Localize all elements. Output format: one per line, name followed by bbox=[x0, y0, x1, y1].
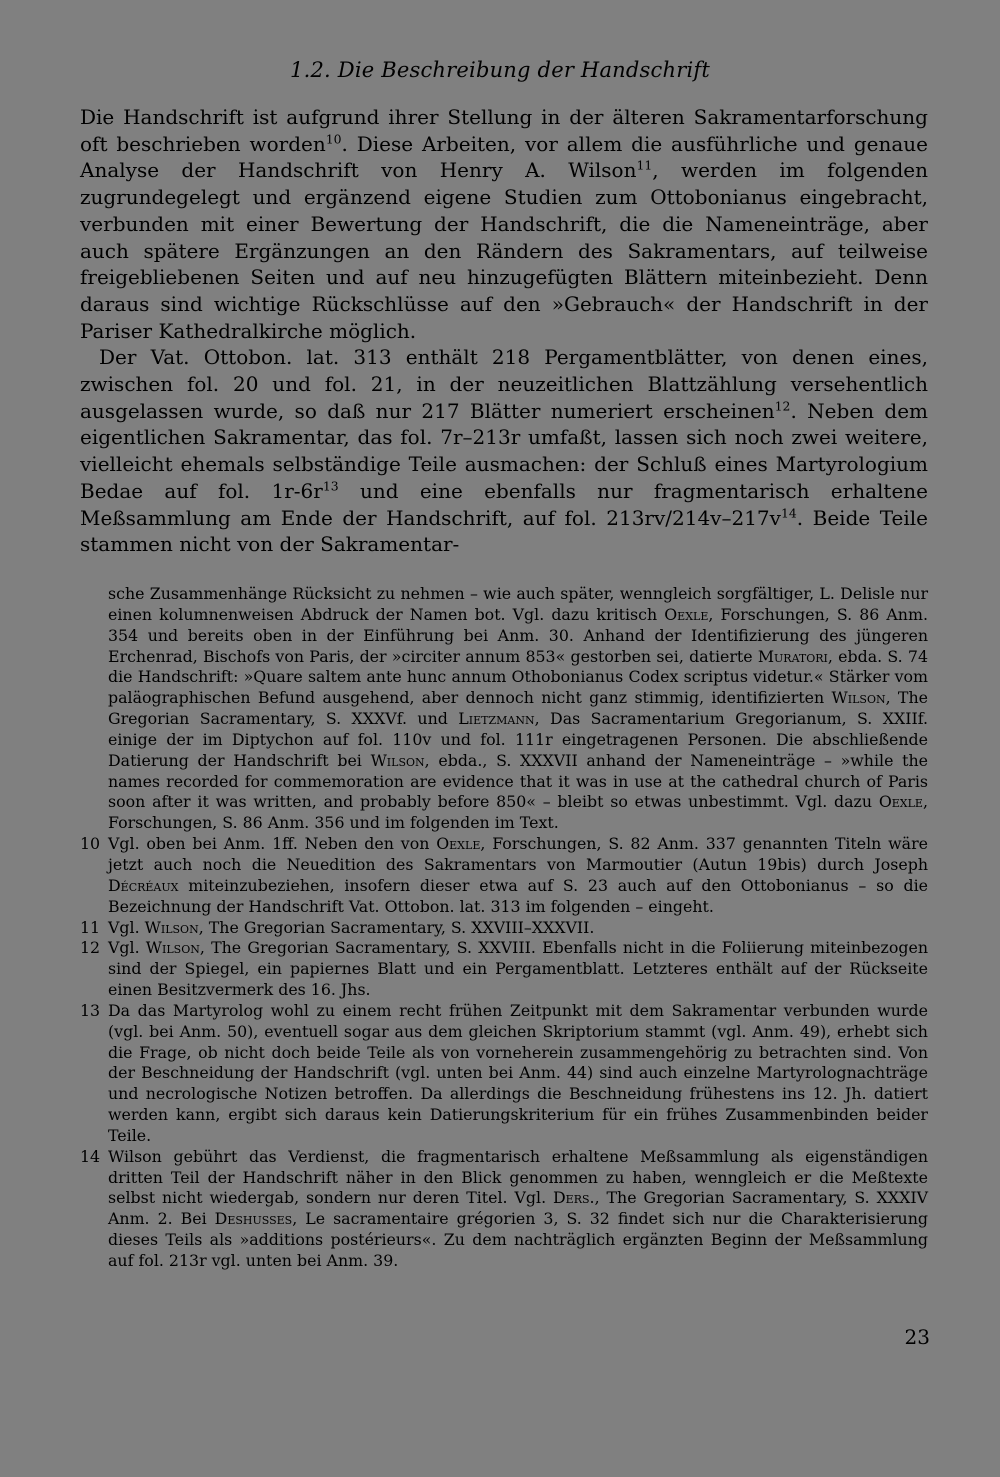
text-run: Wilson gebührt das Verdienst, die fragmentarisch erhaltene Meßsammlung als eigenständigen dritten Teil der Handschrift näher in den Blick genommen zu haben, wenngleich er die Meßtexte selbst nicht wiedergab, sondern nur deren Titel. Vgl. bbox=[108, 1146, 928, 1208]
paragraph bbox=[80, 344, 928, 558]
page-number: 23 bbox=[904, 1325, 930, 1349]
text-run: miteinzubeziehen, insofern dieser etwa auf S. 23 auch auf den Ottobonianus – so die Bezeichnung der Handschrift Vat. Ottobon. lat. 313 im folgenden – eingeht. bbox=[108, 875, 928, 916]
footnote-number: 12 bbox=[80, 938, 101, 958]
author-name: Wilson bbox=[831, 688, 886, 708]
text-run: , Forschungen, S. 82 Anm. 337 genannten Titeln wäre jetzt auch noch die Neuedition des Sakramentars von Marmoutier (Autun 19bis) durch Joseph bbox=[108, 834, 928, 874]
footnote-reference: 11 bbox=[636, 157, 653, 173]
footnote-number: 10 bbox=[80, 834, 101, 854]
footnote-text bbox=[108, 1001, 928, 1147]
footnote-reference: 14 bbox=[780, 504, 797, 520]
footnote bbox=[80, 1147, 928, 1272]
text-run: , The Gregorian Sacramentary, S. XXVIII. Ebenfalls nicht in die Foliierung miteinbezogen sind der Spiegel, ein papiernes Blatt und ein Pergamentblatt. Letzteres enthält auf der Rückseite einen Besitzvermerk des 16. Jhs. bbox=[108, 938, 929, 1000]
footnote-text bbox=[108, 938, 928, 1001]
text-run: , Forschungen, S. 86 Anm. 356 und im folgenden im Text. bbox=[108, 792, 928, 833]
text-run: , The Gregorian Sacramentary, S. XXVIII–XXXVII. bbox=[198, 917, 595, 937]
text-run: Vgl. bbox=[108, 917, 145, 937]
author-name: Wilson bbox=[370, 750, 425, 770]
author-name: Lietzmann bbox=[458, 709, 535, 729]
author-name: Oexle bbox=[436, 834, 481, 854]
footnote-text bbox=[108, 834, 928, 917]
text-run: , Forschungen, S. 86 Anm. 354 und bereits oben in der Einführung bei Anm. 30. Anhand der Identifizierung des jüngeren Erchenrad, Bischofs von Paris, der »circiter annum 853« gestorben sei, datierte bbox=[108, 604, 928, 666]
footnote-continuation bbox=[108, 584, 928, 834]
footnote-number: 13 bbox=[80, 1000, 101, 1020]
footnote-number: 14 bbox=[80, 1146, 101, 1166]
text-run: Vgl. oben bei Anm. 1ff. Neben den von bbox=[108, 834, 437, 854]
author-name: Oexle bbox=[878, 792, 923, 812]
text-run: . Neben dem eigentlichen Sakramentar, das fol. 7r–213r umfaßt, lassen sich noch zwei weitere, vielleicht ehemals selbständige Teile ausmachen: der Schluß eines Martyrologium Bedae auf fol. 1r-6r bbox=[80, 398, 929, 503]
text-run: . Diese Arbeiten, vor allem die ausführliche und genaue Analyse der Handschrift von Henry A. Wilson bbox=[80, 131, 928, 183]
author-name: Wilson bbox=[144, 917, 199, 937]
author-name: Oexle bbox=[664, 604, 709, 624]
text-run: sche Zusammenhänge Rücksicht zu nehmen – wie auch später, wenngleich sorgfältiger, L. Delisle nur einen kolumnenweisen Abdruck der Namen bot. Vgl. dazu kritisch bbox=[108, 584, 928, 624]
footnote bbox=[80, 834, 928, 917]
text-run: . Beide Teile stammen nicht von der Sakramentar- bbox=[80, 505, 928, 557]
footnote bbox=[80, 938, 928, 1001]
text-run: Die Handschrift ist aufgrund ihrer Stellung in der älteren Sakramentarforschung oft beschrieben worden bbox=[80, 105, 928, 156]
footnotes bbox=[80, 584, 928, 1272]
text-run: , Das Sacramentarium Gregorianum, S. XXIIf. einige der im Diptychon auf fol. 110v und fol. 111r eingetragenen Personen. Die abschließende Datierung der Handschrift bei bbox=[108, 709, 929, 770]
author-name: Muratori bbox=[757, 646, 828, 666]
footnote-reference: 10 bbox=[325, 131, 342, 147]
footnote-reference: 13 bbox=[322, 478, 339, 494]
author-name: Deshusses bbox=[214, 1209, 293, 1229]
text-run: , Le sacramentaire grégorien 3, S. 32 findet sich nur die Charakterisierung dieses Teils als »additions postérieurs«. Zu dem nachträglich ergänzten Beginn der Meßsammlung auf fol. 213r vgl. unten bei Anm. 39. bbox=[108, 1209, 928, 1270]
footnote-text bbox=[108, 918, 928, 939]
text-run: , The Gregorian Sacramentary, S. XXXVf. und bbox=[108, 688, 928, 729]
author-name: Décréaux bbox=[108, 875, 179, 895]
text-run: Da das Martyrolog wohl zu einem recht frühen Zeitpunkt mit dem Sakramentar verbunden wurde (vgl. bei Anm. 50), eventuell sogar aus dem gleichen Skriptorium stammt (vgl. Anm. 49), erhebt sich die Frage, ob nicht doch beide Teile als von vorneherein zusammengehörig zu betrachten sind. Von der Beschneidung der Handschrift (vgl. unten bei Anm. 44) sind auch einzelne Martyrolognachträge und necrologische Notizen betroffen. Da allerdings die Beschneidung frühestens ins 12. Jh. datiert werden kann, ergibt sich daraus kein Datierungskriterium für ein frühes Zusammenbinden beider Teile. bbox=[108, 1000, 928, 1145]
text-run: Der Vat. Ottobon. lat. 313 enthält 218 Pergamentblätter, von denen eines, zwischen fol. 20 und fol. 21, in der neuzeitlichen Blattzählung versehentlich ausgelassen wurde, so daß nur 217 Blätter numeriert erscheinen bbox=[80, 345, 928, 423]
section-heading: 1.2. Die Beschreibung der Handschrift bbox=[290, 58, 710, 82]
footnote-reference: 12 bbox=[774, 398, 791, 414]
text-run: , ebda. S. 74 die Handschrift: »Quare saltem ante hunc annum Othobonianus Codex scriptus videtur.« Stärker vom paläographischen Befund ausgehend, aber dennoch nicht ganz stimmig, identifizierten bbox=[108, 646, 929, 708]
text-run: und eine ebenfalls nur fragmentarisch erhaltene Meßsammlung am Ende der Handschrift, auf fol. 213rv/214v–217v bbox=[80, 478, 928, 530]
text-run: , ebda., S. XXXVII anhand der Nameneinträge – »while the names recorded for commemoration are evidence that it was in use at the cathedral church of Paris soon after it was written, and probably before 850« – bleibt so etwas unbestimmt. Vgl. dazu bbox=[108, 750, 928, 812]
author-name: Wilson bbox=[145, 938, 200, 958]
text-run: , The Gregorian Sacramentary, S. XXXIV Anm. 2. Bei bbox=[108, 1188, 928, 1229]
footnote-text bbox=[108, 1147, 928, 1272]
main-text bbox=[80, 104, 928, 558]
text-run: Vgl. bbox=[108, 938, 146, 958]
text-run: , werden im folgenden zugrundegelegt und ergänzend eigene Studien zum Ottobonianus eingebracht, verbunden mit einer Bewertung der Handschrift, die die Nameneinträge, aber auch spätere Ergänzungen an den Rändern des Sakramentars, auf teilweise freigebliebenen Seiten und auf neu hinzugefügten Blättern miteinbezieht. Denn daraus sind wichtige Rückschlüsse auf den »Gebrauch« der Handschrift in der Pariser Kathedralkirche möglich. bbox=[80, 158, 928, 343]
footnote-number: 11 bbox=[80, 917, 101, 937]
footnote bbox=[80, 918, 928, 939]
author-name: Ders. bbox=[553, 1188, 595, 1208]
paragraph bbox=[80, 104, 928, 344]
footnote bbox=[80, 1001, 928, 1147]
